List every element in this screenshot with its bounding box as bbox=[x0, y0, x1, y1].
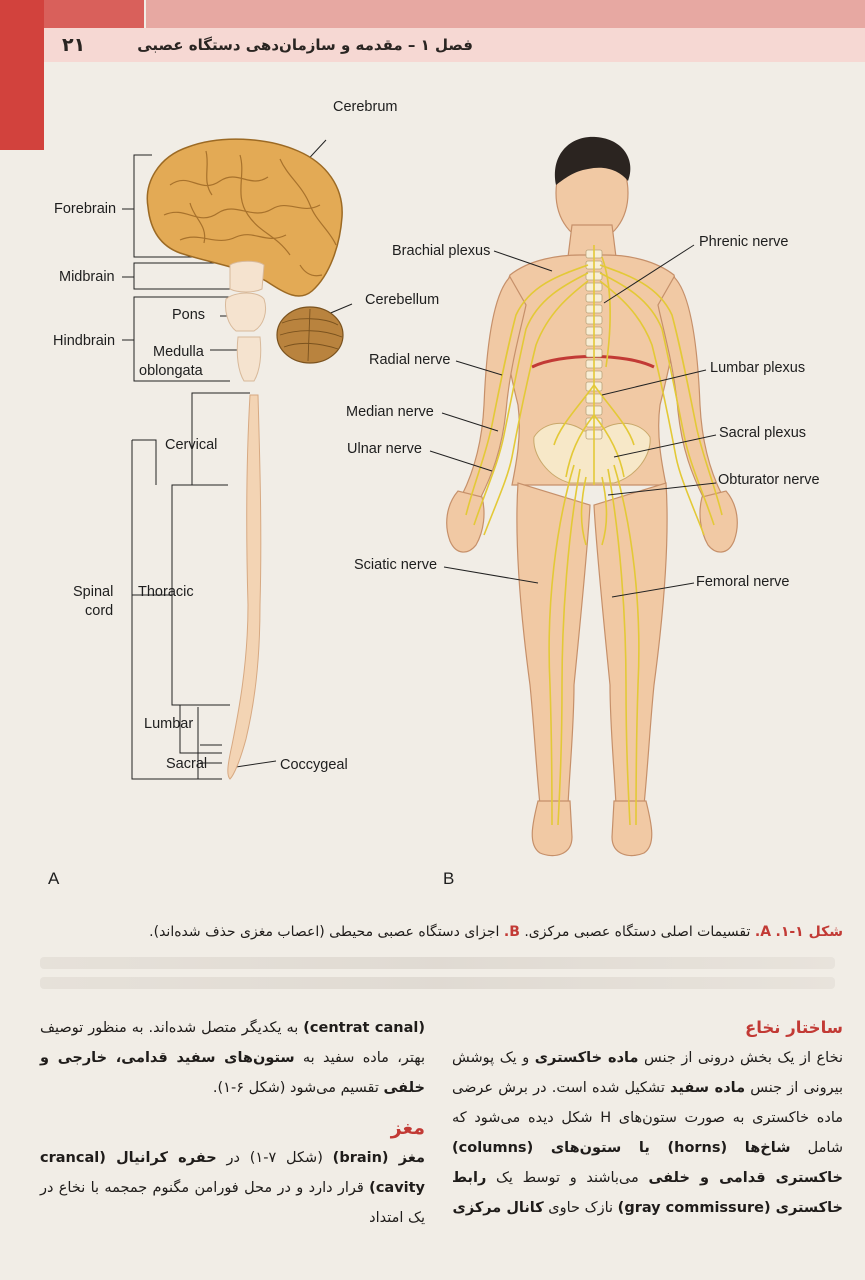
figure-illustration bbox=[40, 85, 830, 900]
header-strip bbox=[146, 0, 865, 28]
figure bbox=[40, 85, 830, 900]
chapter-title: فصل ۱ – مقدمه و سازمان‌دهی دستگاه عصبی bbox=[137, 36, 473, 54]
label-sacral: Sacral bbox=[166, 756, 208, 772]
label-coccygeal: Coccygeal bbox=[280, 757, 348, 773]
label-lumbar: Lumbar bbox=[144, 716, 194, 732]
bold-term: رابط خاکستری (gray commissure) bbox=[452, 1170, 843, 1216]
section-title-brain: مغز bbox=[390, 1117, 425, 1139]
caption-a-marker: A. bbox=[754, 924, 772, 940]
label-lumbar-plexus: Lumbar plexus bbox=[710, 360, 806, 376]
label-cervical: Cervical bbox=[165, 437, 218, 453]
label-spinal: Spinal bbox=[73, 584, 114, 600]
bold-term: مغز (brain) bbox=[332, 1150, 425, 1166]
bold-term: شاخ‌ها (horns) bbox=[667, 1140, 791, 1156]
label-obturator-nerve: Obturator nerve bbox=[718, 472, 820, 488]
left-paragraph-2 bbox=[40, 1143, 425, 1233]
bleed-through-line bbox=[40, 977, 835, 989]
panel-b-letter: B bbox=[443, 869, 455, 888]
text-run: می‌باشند و توسط یک bbox=[486, 1170, 649, 1186]
bold-term: خاکستری قدامی و خلفی bbox=[648, 1170, 843, 1186]
label-median-nerve: Median nerve bbox=[346, 404, 434, 420]
label-ulnar-nerve: Ulnar nerve bbox=[347, 441, 422, 457]
text-run: تقسیم می‌شود (شکل ۶-۱). bbox=[212, 1080, 384, 1096]
label-thoracic: Thoracic bbox=[138, 584, 194, 600]
label-midbrain: Midbrain bbox=[59, 269, 115, 285]
right-column bbox=[452, 1013, 843, 1223]
text-run: نخاع از یک بخش درونی از جنس bbox=[638, 1050, 843, 1066]
label-sciatic-nerve: Sciatic nerve bbox=[354, 557, 438, 573]
label-cord: cord bbox=[85, 603, 114, 619]
bold-term: ماده خاکستری bbox=[534, 1050, 639, 1066]
label-cerebrum: Cerebrum bbox=[333, 99, 398, 115]
bold-term: ماده سفید bbox=[670, 1080, 746, 1096]
bold-term: ستون‌های سفید قدامی، خارجی و خلفی bbox=[40, 1050, 425, 1096]
left-column bbox=[40, 1013, 425, 1233]
label-femoral-nerve: Femoral nerve bbox=[696, 574, 790, 590]
label-medulla: Medulla bbox=[153, 344, 204, 360]
panel-a-letter: A bbox=[48, 869, 60, 888]
panel-a-drawing bbox=[122, 139, 352, 779]
label-brachial-plexus: Brachial plexus bbox=[392, 243, 491, 259]
label-cerebellum: Cerebellum bbox=[365, 292, 440, 308]
label-hindbrain: Hindbrain bbox=[53, 333, 116, 349]
label-pons: Pons bbox=[172, 307, 206, 323]
label-sacral-plexus: Sacral plexus bbox=[719, 425, 807, 441]
caption-prefix: شکل ۱-۱. bbox=[775, 924, 843, 940]
header-tab bbox=[44, 0, 144, 28]
text-run: قرار دارد و در محل فورامن مگنوم جمجمه با نخاع در یک امتداد bbox=[40, 1180, 425, 1226]
label-forebrain: Forebrain bbox=[54, 201, 117, 217]
caption-text-b: اجزای دستگاه عصبی محیطی (اعصاب مغزی حذف شده‌اند). bbox=[149, 924, 504, 940]
bleed-through-line bbox=[40, 957, 835, 969]
text-run: تشکیل شده است. در برش عرضی ماده خاکستری به صورت ستون‌های H شکل دیده می‌شود که شامل bbox=[452, 1080, 844, 1156]
right-paragraph bbox=[452, 1043, 843, 1223]
text-run: نازک حاوی bbox=[543, 1200, 618, 1216]
caption-b-marker: B. bbox=[503, 924, 520, 940]
bold-term: حفره کرانیال (crancal cavity) bbox=[40, 1150, 425, 1196]
text-run: به یکدیگر متصل شده‌اند. به منظور توصیف بهتر، ماده سفید به bbox=[40, 1020, 425, 1066]
label-radial-nerve: Radial nerve bbox=[369, 352, 451, 368]
page-corner-accent bbox=[0, 0, 44, 150]
text-run: و یک پوشش بیرونی از جنس bbox=[452, 1050, 843, 1096]
bold-term: (centrat canal) bbox=[303, 1020, 425, 1036]
label-oblongata: oblongata bbox=[139, 363, 203, 379]
page-number: ۲۱ bbox=[62, 34, 86, 56]
figure-caption bbox=[40, 924, 843, 940]
text-run: یا bbox=[621, 1140, 668, 1156]
bold-term: کانال مرکزی bbox=[452, 1200, 544, 1216]
label-phrenic-nerve: Phrenic nerve bbox=[699, 234, 789, 250]
text-run: (شکل ۷-۱) در bbox=[216, 1150, 333, 1166]
bold-term: ستون‌های (columns) bbox=[452, 1140, 622, 1156]
caption-text-a: تقسیمات اصلی دستگاه عصبی مرکزی. bbox=[524, 924, 755, 940]
section-title-spinal-structure: ساختار نخاع bbox=[744, 1018, 843, 1037]
left-paragraph-1 bbox=[40, 1013, 425, 1103]
